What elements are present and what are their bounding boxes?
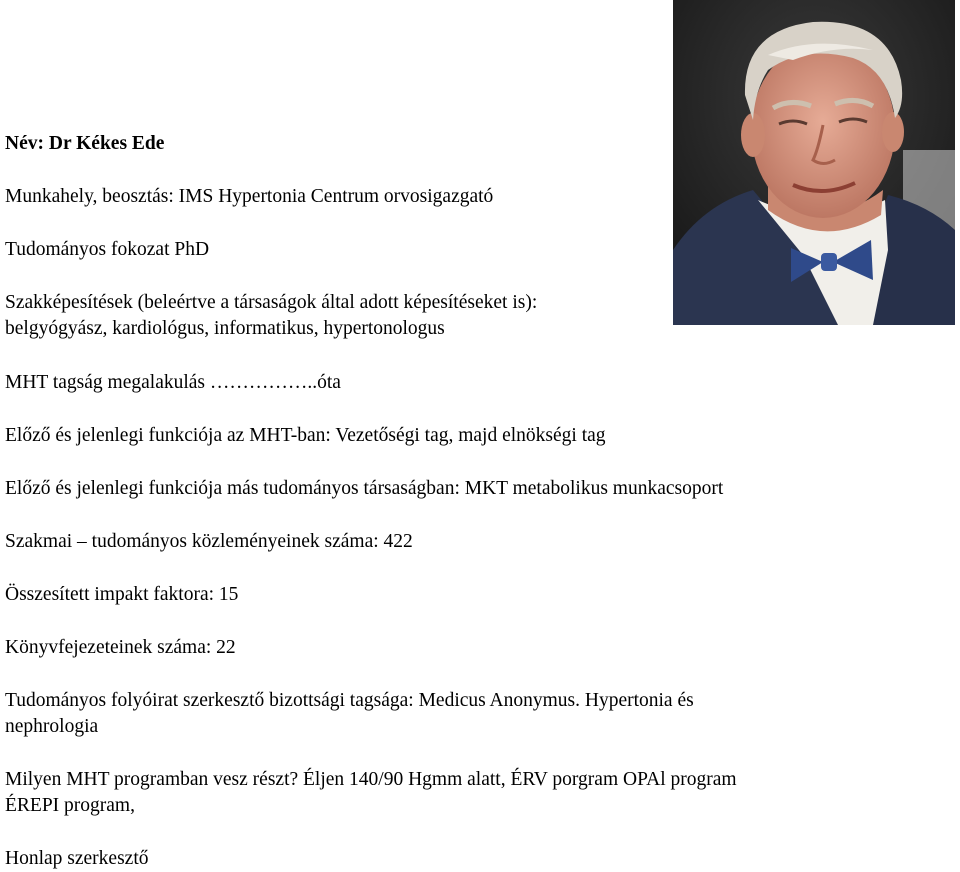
profile-impact-factor: Összesített impakt faktora: 15 xyxy=(5,584,239,605)
profile-programs-line2: ÉREPI program, xyxy=(5,795,135,816)
profile-workplace: Munkahely, beosztás: IMS Hypertonia Centrum orvosigazgató xyxy=(5,186,494,207)
profile-qualifications-line2: belgyógyász, kardiológus, informatikus, hypertonologus xyxy=(5,318,445,339)
portrait-image xyxy=(673,0,955,325)
profile-book-chapters: Könyvfejezeteinek száma: 22 xyxy=(5,637,236,658)
profile-name: Név: Dr Kékes Ede xyxy=(5,133,165,154)
profile-publications: Szakmai – tudományos közleményeinek száma: 422 xyxy=(5,531,413,552)
profile-qualifications-line1: Szakképesítések (beleértve a társaságok által adott képesítéseket is): xyxy=(5,292,538,313)
profile-membership: MHT tagság megalakulás ……………..óta xyxy=(5,372,341,393)
profile-mht-function: Előző és jelenlegi funkciója az MHT-ban: Vezetőségi tag, majd elnökségi tag xyxy=(5,425,606,446)
portrait-photo xyxy=(673,0,955,325)
profile-editorial-line2: nephrologia xyxy=(5,716,99,737)
profile-other-function: Előző és jelenlegi funkciója más tudományos társaságban: MKT metabolikus munkacsoport xyxy=(5,478,724,499)
profile-programs-line1: Milyen MHT programban vesz részt? Éljen 140/90 Hgmm alatt, ÉRV porgram OPAl program xyxy=(5,769,737,790)
profile-degree: Tudományos fokozat PhD xyxy=(5,239,210,260)
profile-editorial-line1: Tudományos folyóirat szerkesztő bizottsági tagsága: Medicus Anonymus. Hypertonia és xyxy=(5,690,694,711)
profile-homepage: Honlap szerkesztő xyxy=(5,848,149,869)
